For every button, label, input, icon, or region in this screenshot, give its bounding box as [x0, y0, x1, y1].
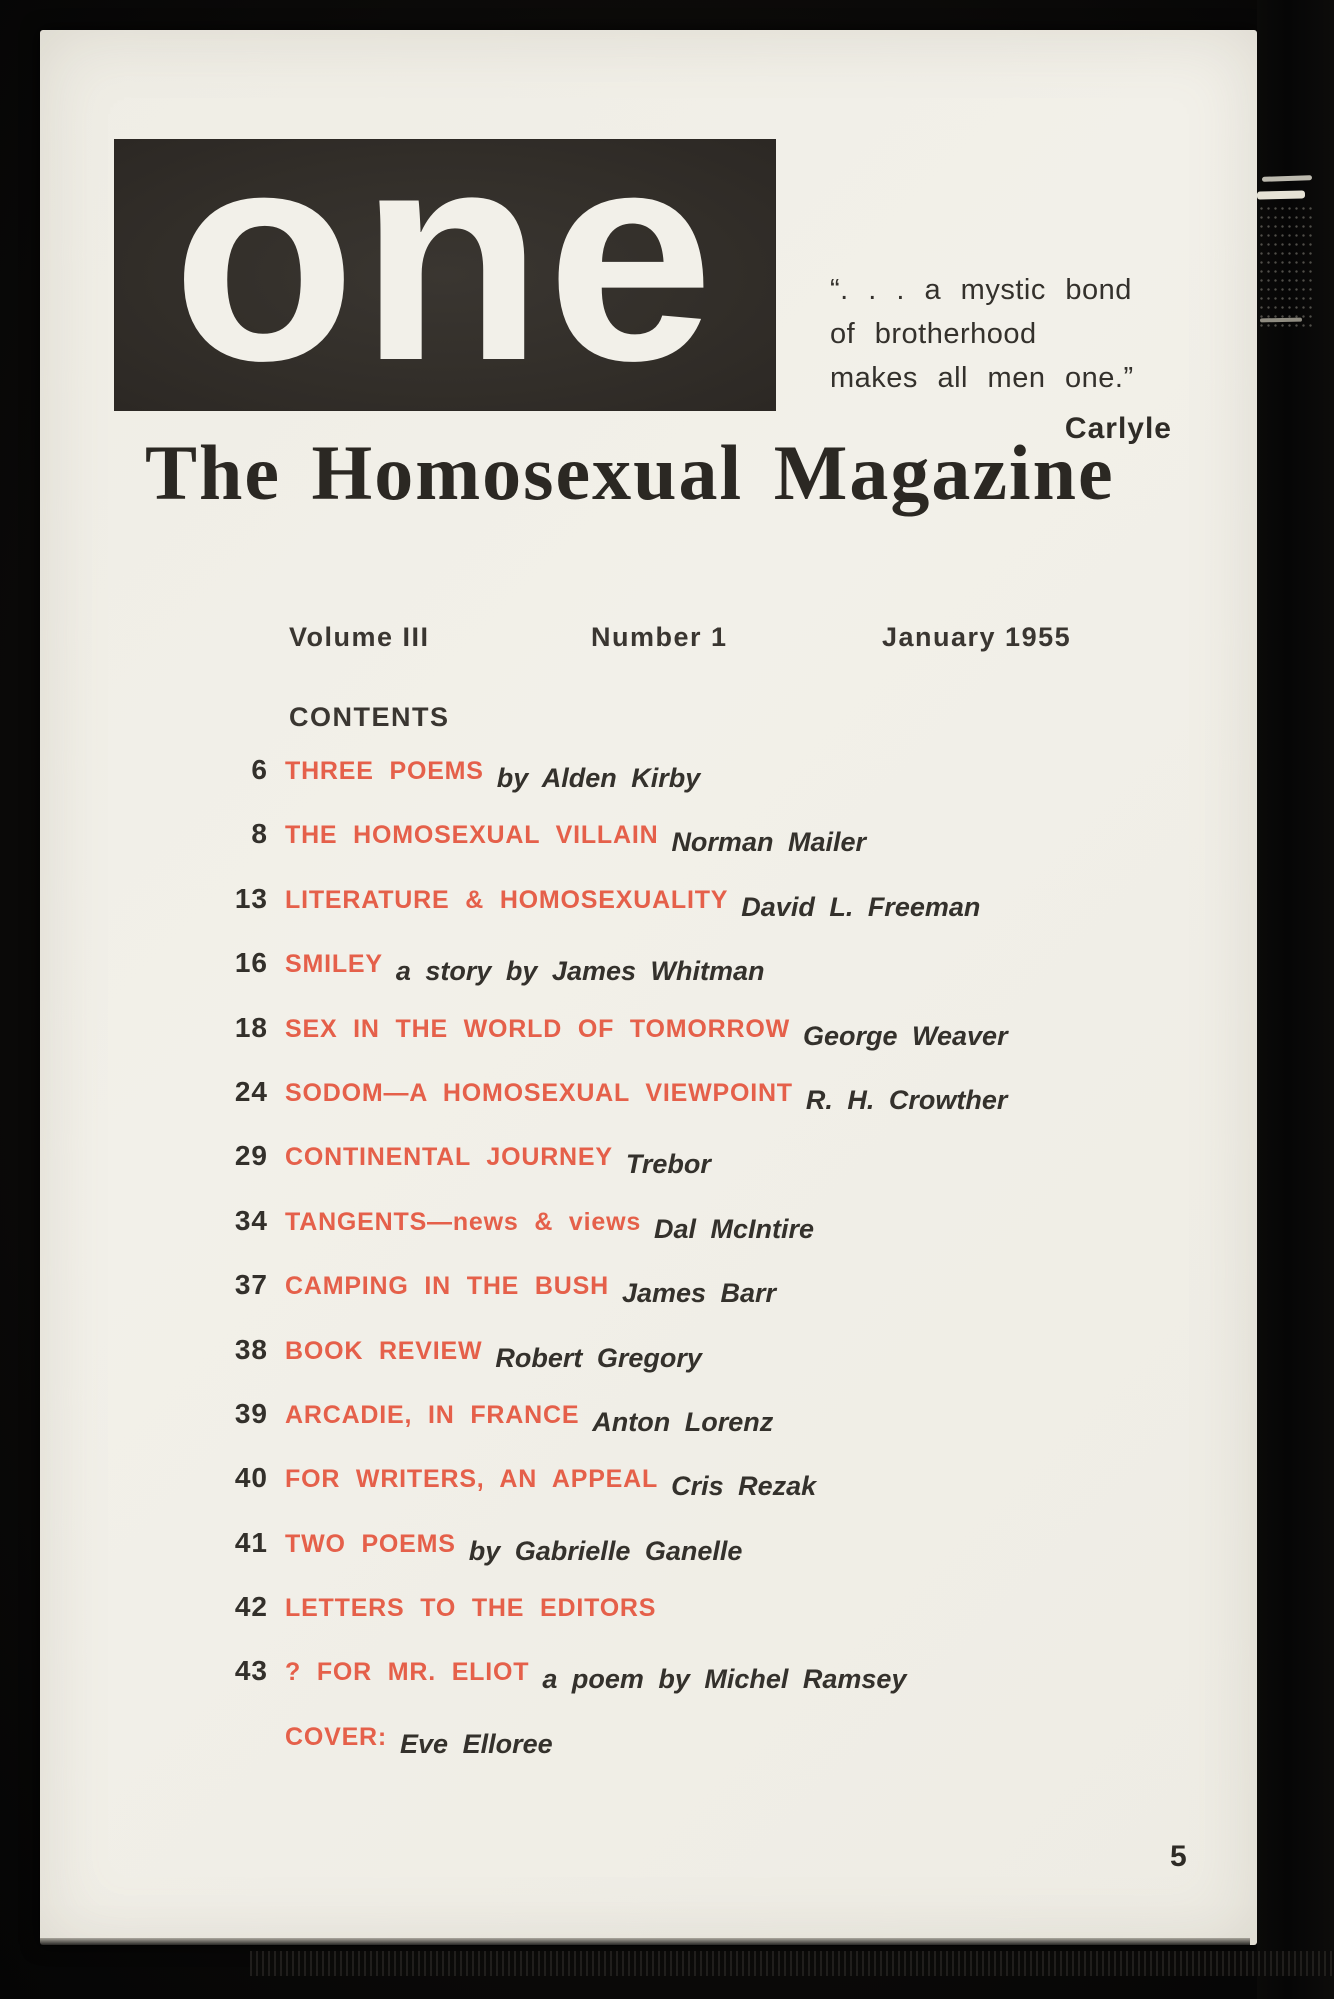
quote-attribution: Carlyle — [1064, 412, 1172, 445]
toc-entry-byline: Cris Rezak — [671, 1471, 817, 1502]
toc-entry-byline: Norman Mailer — [671, 827, 866, 858]
toc-entry-byline: Anton Lorenz — [592, 1406, 774, 1437]
toc-entry-title: SODOM—A HOMOSEXUAL VIEWPOINT — [285, 1078, 793, 1107]
toc-entry-title: ARCADIE, IN FRANCE — [285, 1400, 580, 1429]
toc-entry-title: FOR WRITERS, AN APPEAL — [285, 1465, 659, 1494]
toc-entry — [40, 883, 1190, 947]
toc-page-number: 13 — [234, 882, 268, 914]
toc-page-number: 6 — [251, 754, 268, 785]
one-logo — [115, 87, 775, 423]
toc-entry-byline: Robert Gregory — [495, 1342, 702, 1373]
toc-entry-byline: Trebor — [625, 1149, 711, 1180]
toc-entry-byline: James Barr — [621, 1278, 777, 1309]
toc-entry-title: TANGENTS—news & views — [285, 1207, 642, 1236]
toc-entry-title: THE HOMOSEXUAL VILLAIN — [285, 821, 659, 850]
quote-line: of brotherhood — [830, 318, 1037, 350]
toc-entry-byline: R. H. Crowther — [805, 1084, 1008, 1115]
toc-entry — [40, 1462, 1190, 1526]
toc-entry-title: SEX IN THE WORLD OF TOMORROW — [285, 1014, 790, 1043]
toc-entry-title: SMILEY — [285, 950, 383, 979]
toc-page-number: 34 — [234, 1204, 268, 1236]
masthead-quote — [830, 268, 1172, 451]
toc-entry-byline: George Weaver — [802, 1020, 1008, 1051]
toc-entry — [40, 1076, 1190, 1140]
toc-entry — [40, 947, 1190, 1011]
film-speckle-texture — [1258, 204, 1316, 332]
toc-page-number: 42 — [234, 1591, 268, 1623]
film-edge-texture — [250, 1951, 1334, 1976]
toc-page-number: 43 — [234, 1655, 268, 1687]
toc-entry — [40, 1334, 1190, 1398]
issue-date-label: January 1955 — [882, 622, 1072, 652]
toc-entry-byline: Eve Elloree — [400, 1728, 553, 1759]
quote-line: makes all men one.” — [830, 362, 1134, 394]
magazine-title: The Homosexual Magazine — [145, 429, 1115, 516]
toc-page-number: 8 — [251, 818, 268, 850]
toc-entry-byline: by Gabrielle Ganelle — [468, 1535, 743, 1566]
toc-page-number: 41 — [234, 1526, 268, 1558]
toc-entry-byline: a story by James Whitman — [395, 956, 765, 987]
toc-page-number: 40 — [234, 1462, 268, 1494]
toc-page-number: 16 — [234, 947, 268, 979]
toc-entry — [40, 818, 1190, 882]
toc-entry-byline: Dal McIntire — [654, 1213, 815, 1244]
toc-entry-title: CONTINENTAL JOURNEY — [285, 1143, 613, 1172]
folio-page-number: 5 — [1170, 1840, 1187, 1873]
toc-entry — [40, 1205, 1190, 1269]
toc-entry — [40, 1269, 1190, 1333]
toc-entry-title: CAMPING IN THE BUSH — [285, 1272, 609, 1301]
toc-page-number: 38 — [234, 1333, 268, 1365]
paper-bottom-shadow — [40, 1938, 1250, 1946]
contents-heading: CONTENTS — [289, 702, 450, 732]
toc-entry — [40, 1012, 1190, 1076]
toc-page-number: 18 — [234, 1011, 268, 1043]
toc-entry-title: TWO POEMS — [285, 1529, 456, 1558]
issue-number-label: Number 1 — [591, 622, 728, 652]
toc-entry-byline: a poem by Michel Ramsey — [542, 1664, 907, 1695]
toc-entry-title: COVER: — [285, 1722, 388, 1751]
toc-entry — [40, 1527, 1190, 1591]
toc-entry — [40, 754, 1190, 818]
toc-page-number: 37 — [234, 1269, 268, 1301]
magazine-page — [40, 30, 1257, 1945]
volume-label: Volume III — [289, 622, 430, 652]
toc-entry — [40, 1398, 1190, 1462]
toc-entry-title: LETTERS TO THE EDITORS — [285, 1594, 657, 1623]
toc-entry-byline: David L. Freeman — [741, 891, 981, 922]
one-logo-text: one — [172, 87, 718, 423]
toc-page-number: 29 — [234, 1140, 268, 1172]
toc-entry-title: THREE POEMS — [285, 757, 484, 785]
toc-entry-title: BOOK REVIEW — [285, 1336, 483, 1365]
toc-entry — [40, 1140, 1190, 1204]
toc-entry — [40, 1591, 1190, 1655]
toc-entry — [40, 1655, 1190, 1719]
quote-line: “. . . a mystic bond — [830, 274, 1132, 306]
table-of-contents — [40, 754, 1190, 1784]
toc-entry-title: LITERATURE & HOMOSEXUALITY — [285, 885, 729, 914]
film-scratch — [1257, 190, 1305, 199]
toc-page-number: 24 — [234, 1075, 268, 1107]
toc-entry-byline: by Alden Kirby — [496, 763, 701, 793]
toc-page-number: 39 — [234, 1397, 268, 1429]
toc-entry — [40, 1720, 1190, 1784]
toc-entry-title: ? FOR MR. ELIOT — [285, 1658, 530, 1687]
